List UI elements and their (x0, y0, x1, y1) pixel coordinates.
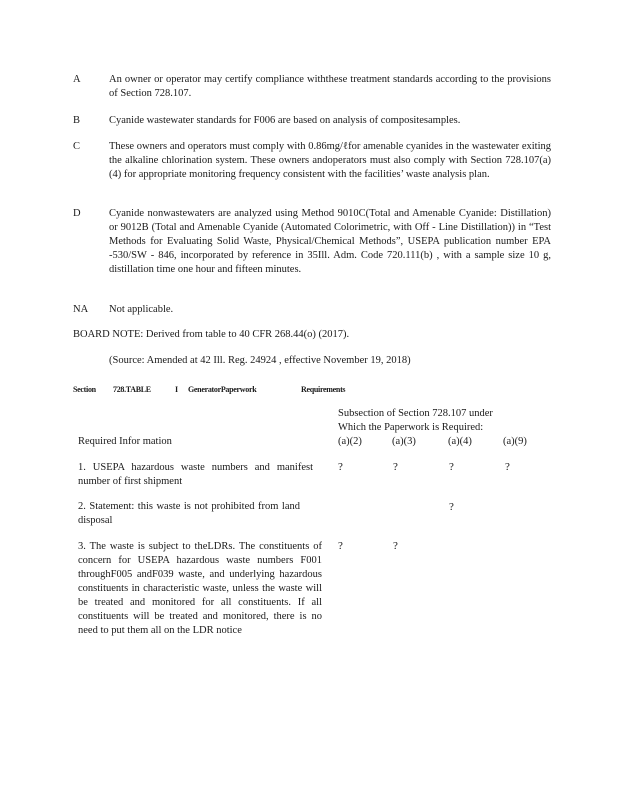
table-row-3-text: 3. The waste is subject to theLDRs. The constituents of concern for USEPA hazardous waste numbers F001 throughF005 andF039 waste, and underlying hazardous constituents in characteristic waste, unless the waste will be treated and monitored for all constituents. If all constituents will be treated and monitored, there is no need to put them all on the LDR notice (78, 541, 322, 636)
source-note: (Source: Amended at 42 Ill. Reg. 24924 , effective November 19, 2018) (109, 355, 411, 366)
table-row-2-text: 2. Statement: this waste is not prohibited from land disposal (78, 501, 300, 526)
note-key: D (73, 208, 81, 219)
note-key: A (73, 74, 81, 85)
note-text: Not applicable. (109, 304, 174, 315)
column-group-header (338, 407, 538, 435)
column-header-a4: (a)(4) (448, 436, 472, 447)
note-text: These owners and operators must comply with 0.86mg/ℓfor amenable cyanides in the wastewater exiting the alkaline chlorination system. These owners andoperators must also comply with Section 728.107(a)(4) for appropriate monitoring frequency consistent with the facilities’ waste analysis plan. (109, 141, 551, 180)
note-na (73, 303, 551, 317)
required-information-header: Required Infor mation (78, 436, 172, 447)
note-key: NA (73, 304, 89, 315)
table-roman: I (175, 385, 178, 394)
note-d (73, 207, 551, 277)
table-row-2-mark-a4: ? (449, 501, 454, 513)
table-row-3-mark-a2: ? (338, 540, 343, 552)
note-text: Cyanide nonwastewaters are analyzed using Method 9010C(Total and Amenable Cyanide: Distillation) or 9012B (Total and Amenable Cyanide (Automated Colorimetric, with Off - Line Distillation)) in “Test Methods for Evaluating Solid Waste, Physical/Chemical Methods”, USEPA publication number EPA -530/SW - 846, incorporated by reference in 35Ill. Adm. Code 720.111(b) , with a sample size 10 g, distillation time one hour and fifteen minutes. (109, 208, 551, 275)
note-a (73, 73, 551, 101)
note-text: Cyanide wastewater standards for F006 are based on analysis of compositesamples. (109, 115, 461, 126)
table-row-1-mark-a9: ? (505, 461, 510, 473)
table-row-1-mark-a4: ? (449, 461, 454, 473)
table-requirements: Requirements (301, 385, 346, 394)
note-b (73, 114, 551, 128)
column-header-a9: (a)(9) (503, 436, 527, 447)
table-title: GeneratorPaperwork (188, 385, 257, 394)
board-note: BOARD NOTE: Derived from table to 40 CFR 268.44(o) (2017). (73, 329, 350, 340)
note-c (73, 140, 551, 182)
table-row-1-mark-a2: ? (338, 461, 343, 473)
column-group-header-line: Which the Paperwork is Required: (338, 422, 484, 433)
section-label: Section (73, 385, 96, 394)
table-row-3-mark-a3: ? (393, 540, 398, 552)
column-header-a2: (a)(2) (338, 436, 362, 447)
note-key: C (73, 141, 81, 152)
table-label: 728.TABLE (113, 385, 151, 394)
table-row-1-mark-a3: ? (393, 461, 398, 473)
column-header-a3: (a)(3) (392, 436, 416, 447)
table-row-1-text: 1. USEPA hazardous waste numbers and manifest number of first shipment (78, 462, 313, 487)
note-text: An owner or operator may certify compliance withthese treatment standards according to the provisions of Section 728.107. (109, 74, 551, 99)
column-group-header-line: Subsection of Section 728.107 under (338, 408, 493, 419)
note-key: B (73, 115, 81, 126)
